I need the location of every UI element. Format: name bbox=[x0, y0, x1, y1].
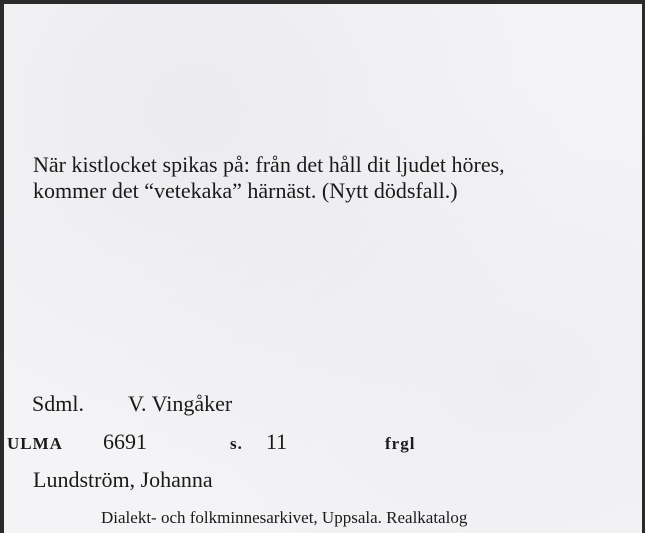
informant-name: Lundström, Johanna bbox=[33, 467, 213, 492]
archive-footer: Dialekt- och folkminnesarkivet, Uppsala. Realkatalog bbox=[101, 508, 468, 527]
index-card bbox=[4, 4, 642, 533]
record-text-line-1: När kistlocket spikas på: från det håll dit ljudet höres, bbox=[33, 152, 505, 177]
region-label: Sdml. bbox=[32, 391, 84, 416]
page-number: 11 bbox=[266, 429, 288, 454]
page-label: s. bbox=[230, 434, 243, 453]
accession-number: 6691 bbox=[103, 429, 147, 454]
category-label: frgl bbox=[385, 434, 416, 453]
archive-label: ULMA bbox=[7, 434, 63, 453]
parish-label: V. Vingåker bbox=[128, 391, 233, 416]
record-text-line-2: kommer det “vetekaka” härnäst. (Nytt dödsfall.) bbox=[33, 178, 458, 203]
